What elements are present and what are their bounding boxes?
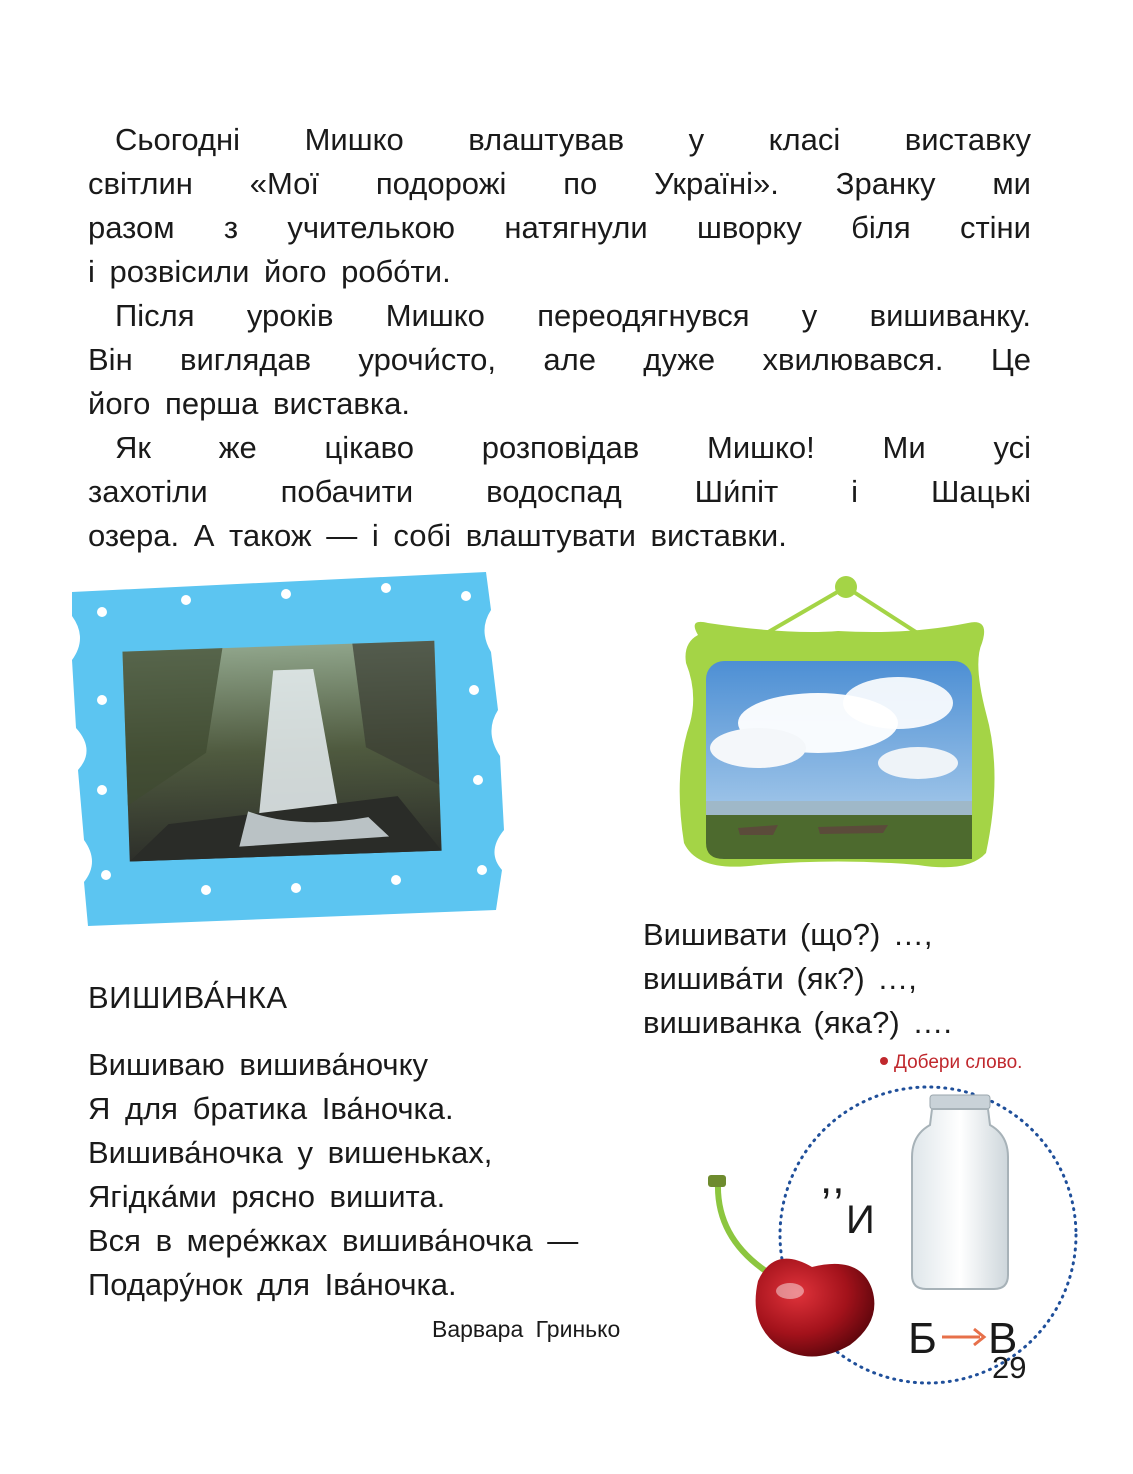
lake-photo <box>706 661 972 859</box>
page-number: 29 <box>992 1350 1027 1385</box>
hint-text: Добери слово. <box>894 1052 1023 1073</box>
story-line: озера. А також — і собі влаштувати виставки. <box>88 518 787 553</box>
bullet-icon <box>880 1057 888 1065</box>
comma-marks: ,, <box>820 1154 845 1203</box>
story-line: разом з учителькою натягнули шворку біля стіни <box>88 210 1031 245</box>
story-line: світлин «Мої подорожі по Україні». Зранку ми <box>88 166 1031 201</box>
story-paragraph-1 <box>88 118 1031 294</box>
poem-line: Вишива́ночка у вишеньках, <box>88 1135 493 1170</box>
story-paragraph-3 <box>88 426 1031 558</box>
jar-icon <box>912 1095 1008 1289</box>
word-exercise <box>643 913 952 1045</box>
story-line: захотіли побачити водоспад Ши́піт і Шацькі <box>88 474 1031 509</box>
poem-line: Ягідка́ми рясно вишита. <box>88 1179 446 1214</box>
letter-i: И <box>846 1198 875 1242</box>
story-line: Він виглядав урочи́сто, але дуже хвилювався. Це <box>88 342 1031 377</box>
story-line: Як же цікаво розповідав Мишко! Ми усі <box>115 430 1031 465</box>
poem-line: Вся в мере́жках вишива́ночка — <box>88 1223 579 1258</box>
story-line: і розвісили його робо́ти. <box>88 254 451 289</box>
exercise-hint <box>880 1052 1022 1074</box>
poem-title: ВИШИВА́НКА <box>88 980 288 1015</box>
story-line: Сьогодні Мишко влаштував у класі виставку <box>115 122 1031 157</box>
poem-line: Подару́нок для Іва́ночка. <box>88 1267 457 1302</box>
story-paragraph-2 <box>88 294 1031 426</box>
poem-author: Варвара Гринько <box>432 1316 621 1342</box>
nail-pin <box>835 576 857 598</box>
poem <box>88 1043 578 1307</box>
to-letter: В <box>988 1314 1018 1363</box>
rebus-puzzle <box>690 1085 1090 1405</box>
exercise-line: вишиванка (яка?) …. <box>643 1005 952 1040</box>
waterfall-photo <box>122 641 441 862</box>
exercise-line: вишива́ти (як?) …, <box>643 961 917 996</box>
story-line: його перша виставка. <box>88 386 410 421</box>
arrow-right-icon <box>942 1329 984 1345</box>
exercise-line: Вишивати (що?) …, <box>643 917 933 952</box>
poem-line: Вишиваю вишива́ночку <box>88 1047 428 1082</box>
lake-photo-frame <box>668 573 1008 888</box>
from-letter: Б <box>908 1314 937 1363</box>
story-line: Після уроків Мишко переодягнувся у вишиванку. <box>115 298 1031 333</box>
waterfall-photo-frame <box>66 570 506 930</box>
poem-line: Я для братика Іва́ночка. <box>88 1091 454 1126</box>
